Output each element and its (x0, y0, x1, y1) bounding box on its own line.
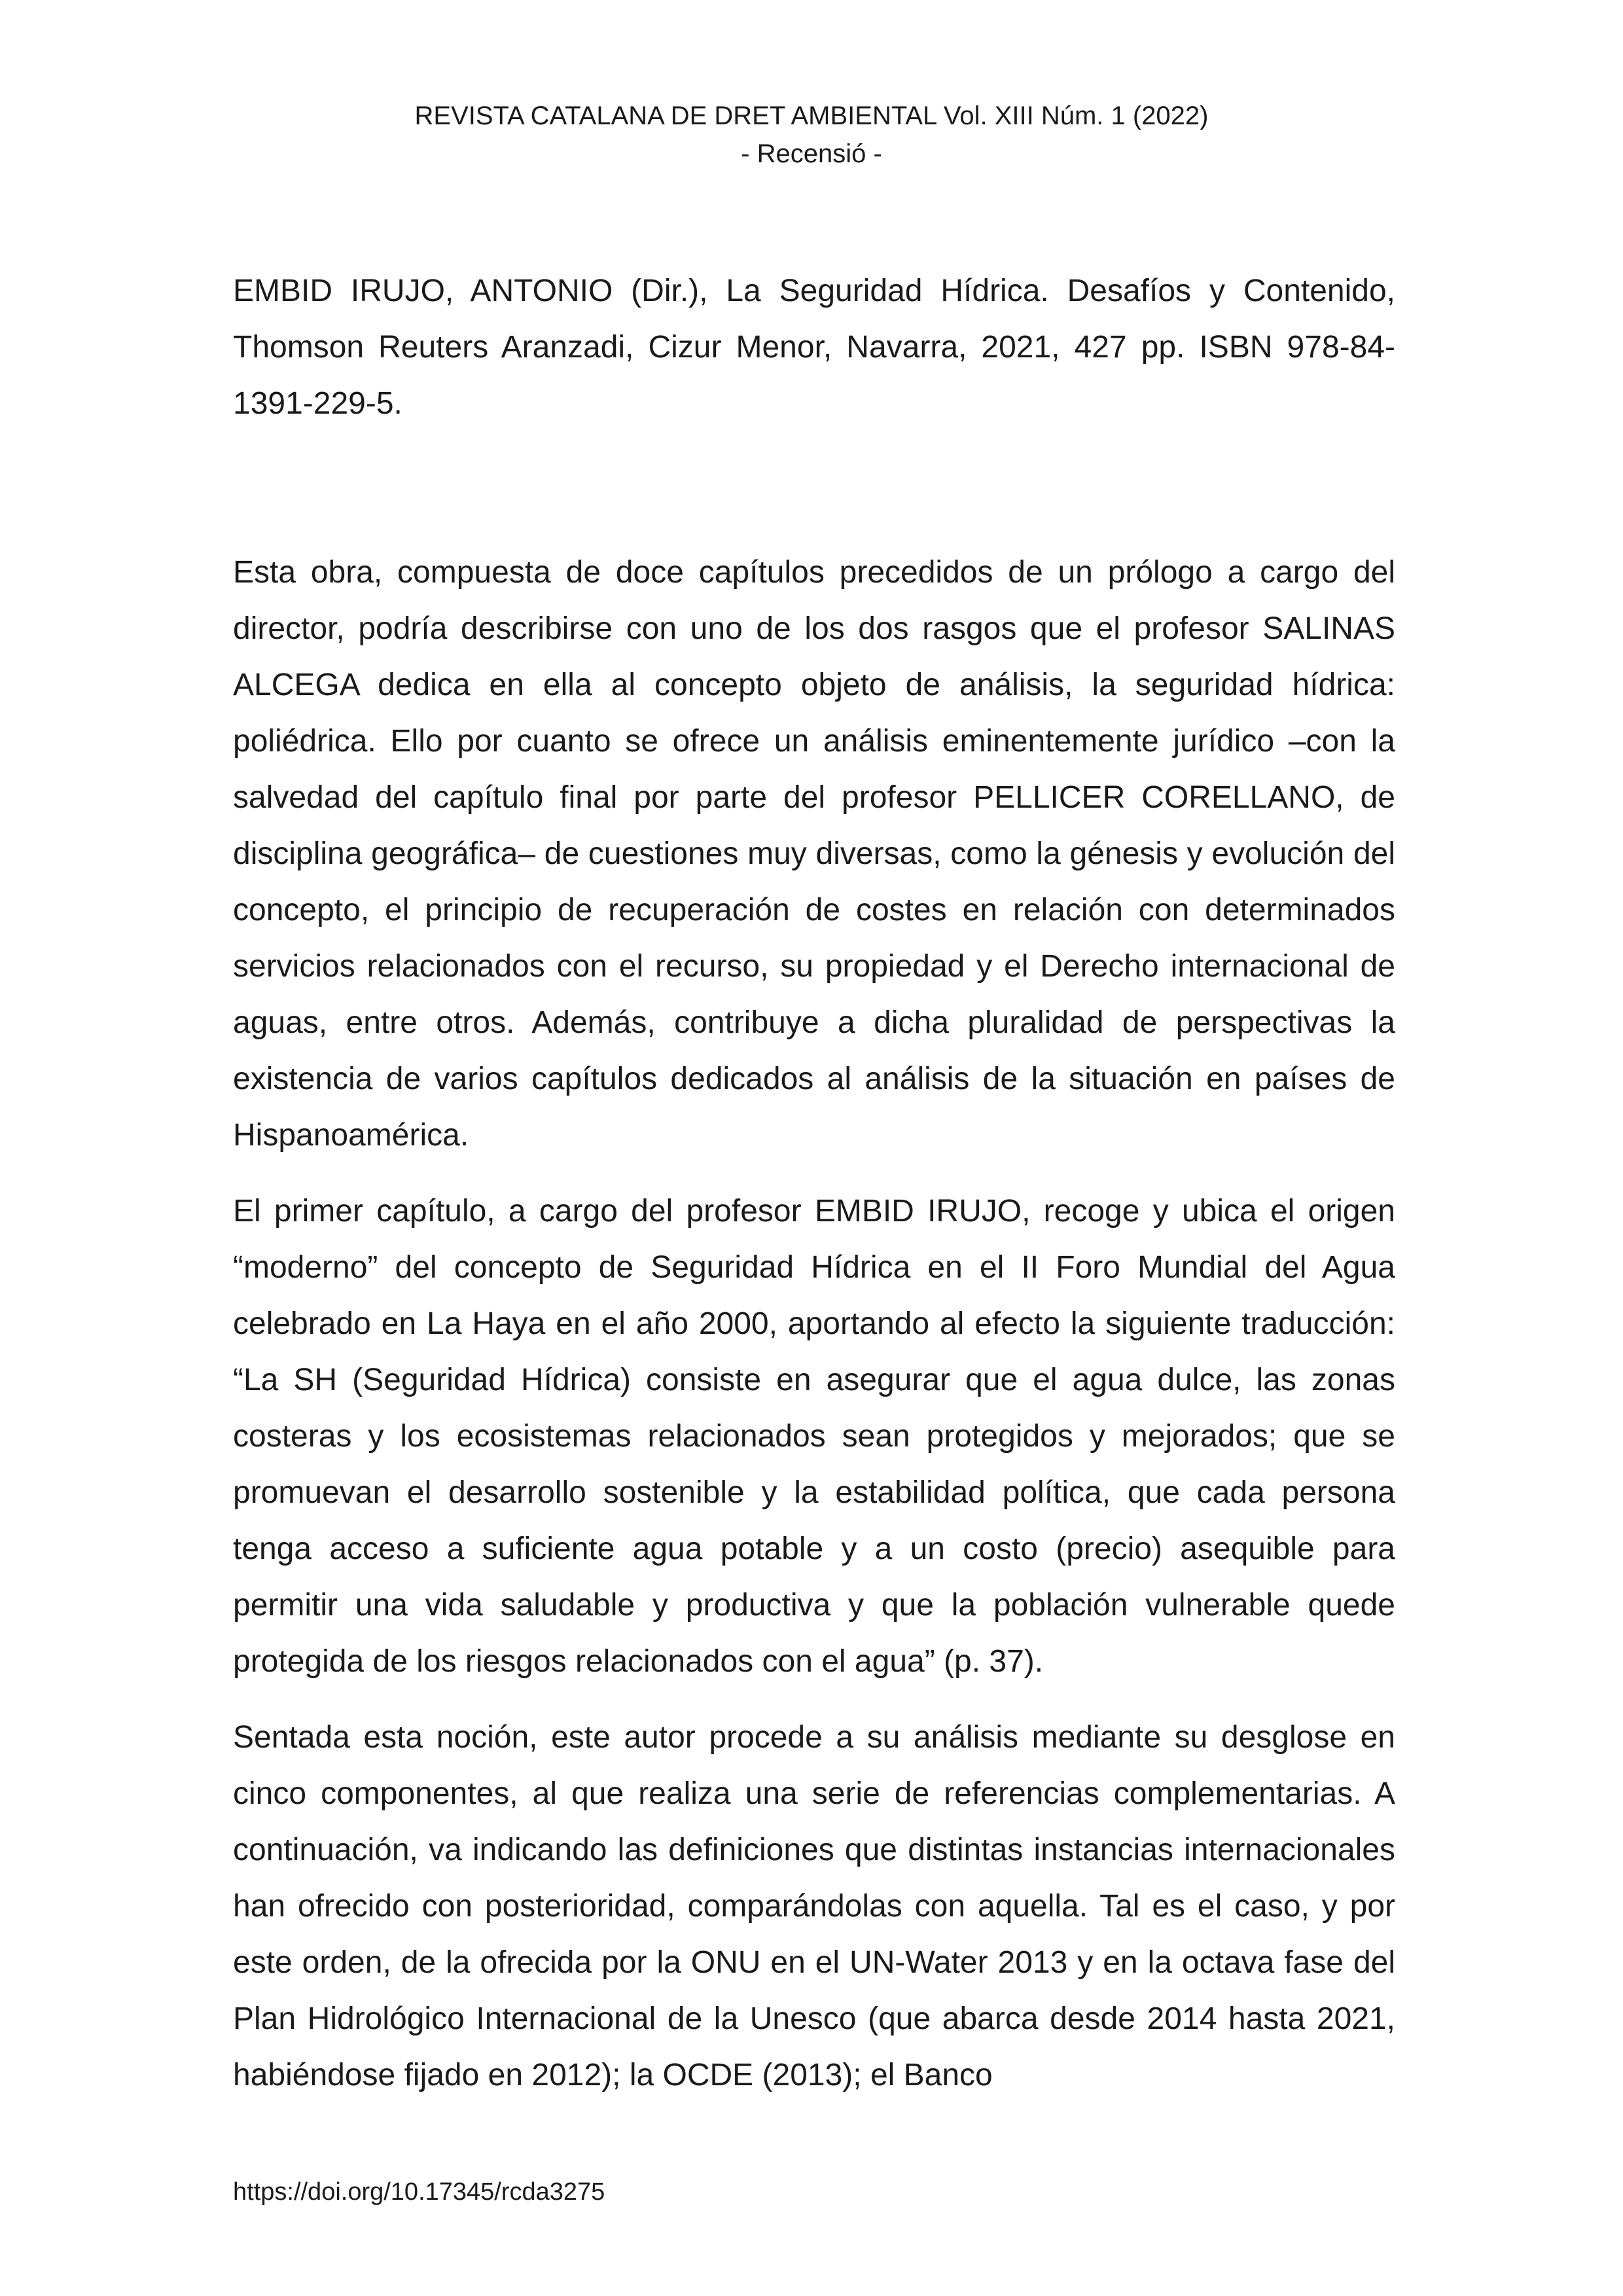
article-body (233, 263, 1395, 2123)
book-citation: EMBID IRUJO, ANTONIO (Dir.), La Seguridad Hídrica. Desafíos y Contenido, Thomson Reuters Aranzadi, Cizur Menor, Navarra, 2021, 427 pp. ISBN 978-84-1391-229-5. (233, 274, 1395, 421)
paragraph-2: El primer capítulo, a cargo del profesor EMBID IRUJO, recoge y ubica el origen “moderno” del concepto de Seguridad Hídrica en el II Foro Mundial del Agua celebrado en La Haya en el año 2000, aportando al efecto la siguiente traducción: “La SH (Seguridad Hídrica) consiste en asegurar que el agua dulce, las zonas costeras y los ecosistemas relacionados sean protegidos y mejorados; que se promuevan el desarrollo sostenible y la estabilidad política, que cada persona tenga acceso a suficiente agua potable y a un costo (precio) asequible para permitir una vida saludable y productiva y que la población vulnerable quede protegida de los riesgos relacionados con el agua” (p. 37). (233, 1194, 1395, 1679)
paragraph-3: Sentada esta noción, este autor procede a su análisis mediante su desglose en cinco componentes, al que realiza una serie de referencias complementarias. A continuación, va indicando las definiciones que distintas instancias internacionales han ofrecido con posterioridad, comparándolas con aquella. Tal es el caso, y por este orden, de la ofrecida por la ONU en el UN-Water 2013 y en la octava fase del Plan Hidrológico Internacional de la Unesco (que abarca desde 2014 hasta 2021, habiéndose fijado en 2012); la OCDE (2013); el Banco (233, 1720, 1395, 2092)
doi-link[interactable]: https://doi.org/10.17345/rcda3275 (233, 2178, 605, 2206)
section-label: - Recensió - (741, 139, 882, 168)
paragraph-1: Esta obra, compuesta de doce capítulos precedidos de un prólogo a cargo del director, podría describirse con uno de los dos rasgos que el profesor SALINAS ALCEGA dedica en ella al concepto objeto de análisis, la seguridad hídrica: poliédrica. Ello por cuanto se ofrece un análisis eminentemente jurídico –con la salvedad del capítulo final por parte del profesor PELLICER CORELLANO, de disciplina geográfica– de cuestiones muy diversas, como la génesis y evolución del concepto, el principio de recuperación de costes en relación con determinados servicios relacionados con el recurso, su propiedad y el Derecho internacional de aguas, entre otros. Además, contribuye a dicha pluralidad de perspectivas la existencia de varios capítulos dedicados al análisis de la situación en países de Hispanoamérica. (233, 555, 1395, 1153)
running-header (0, 97, 1623, 173)
review-paragraphs (233, 545, 1395, 2104)
journal-title: REVISTA CATALANA DE DRET AMBIENTAL Vol. XIII Núm. 1 (2022) (414, 101, 1209, 130)
